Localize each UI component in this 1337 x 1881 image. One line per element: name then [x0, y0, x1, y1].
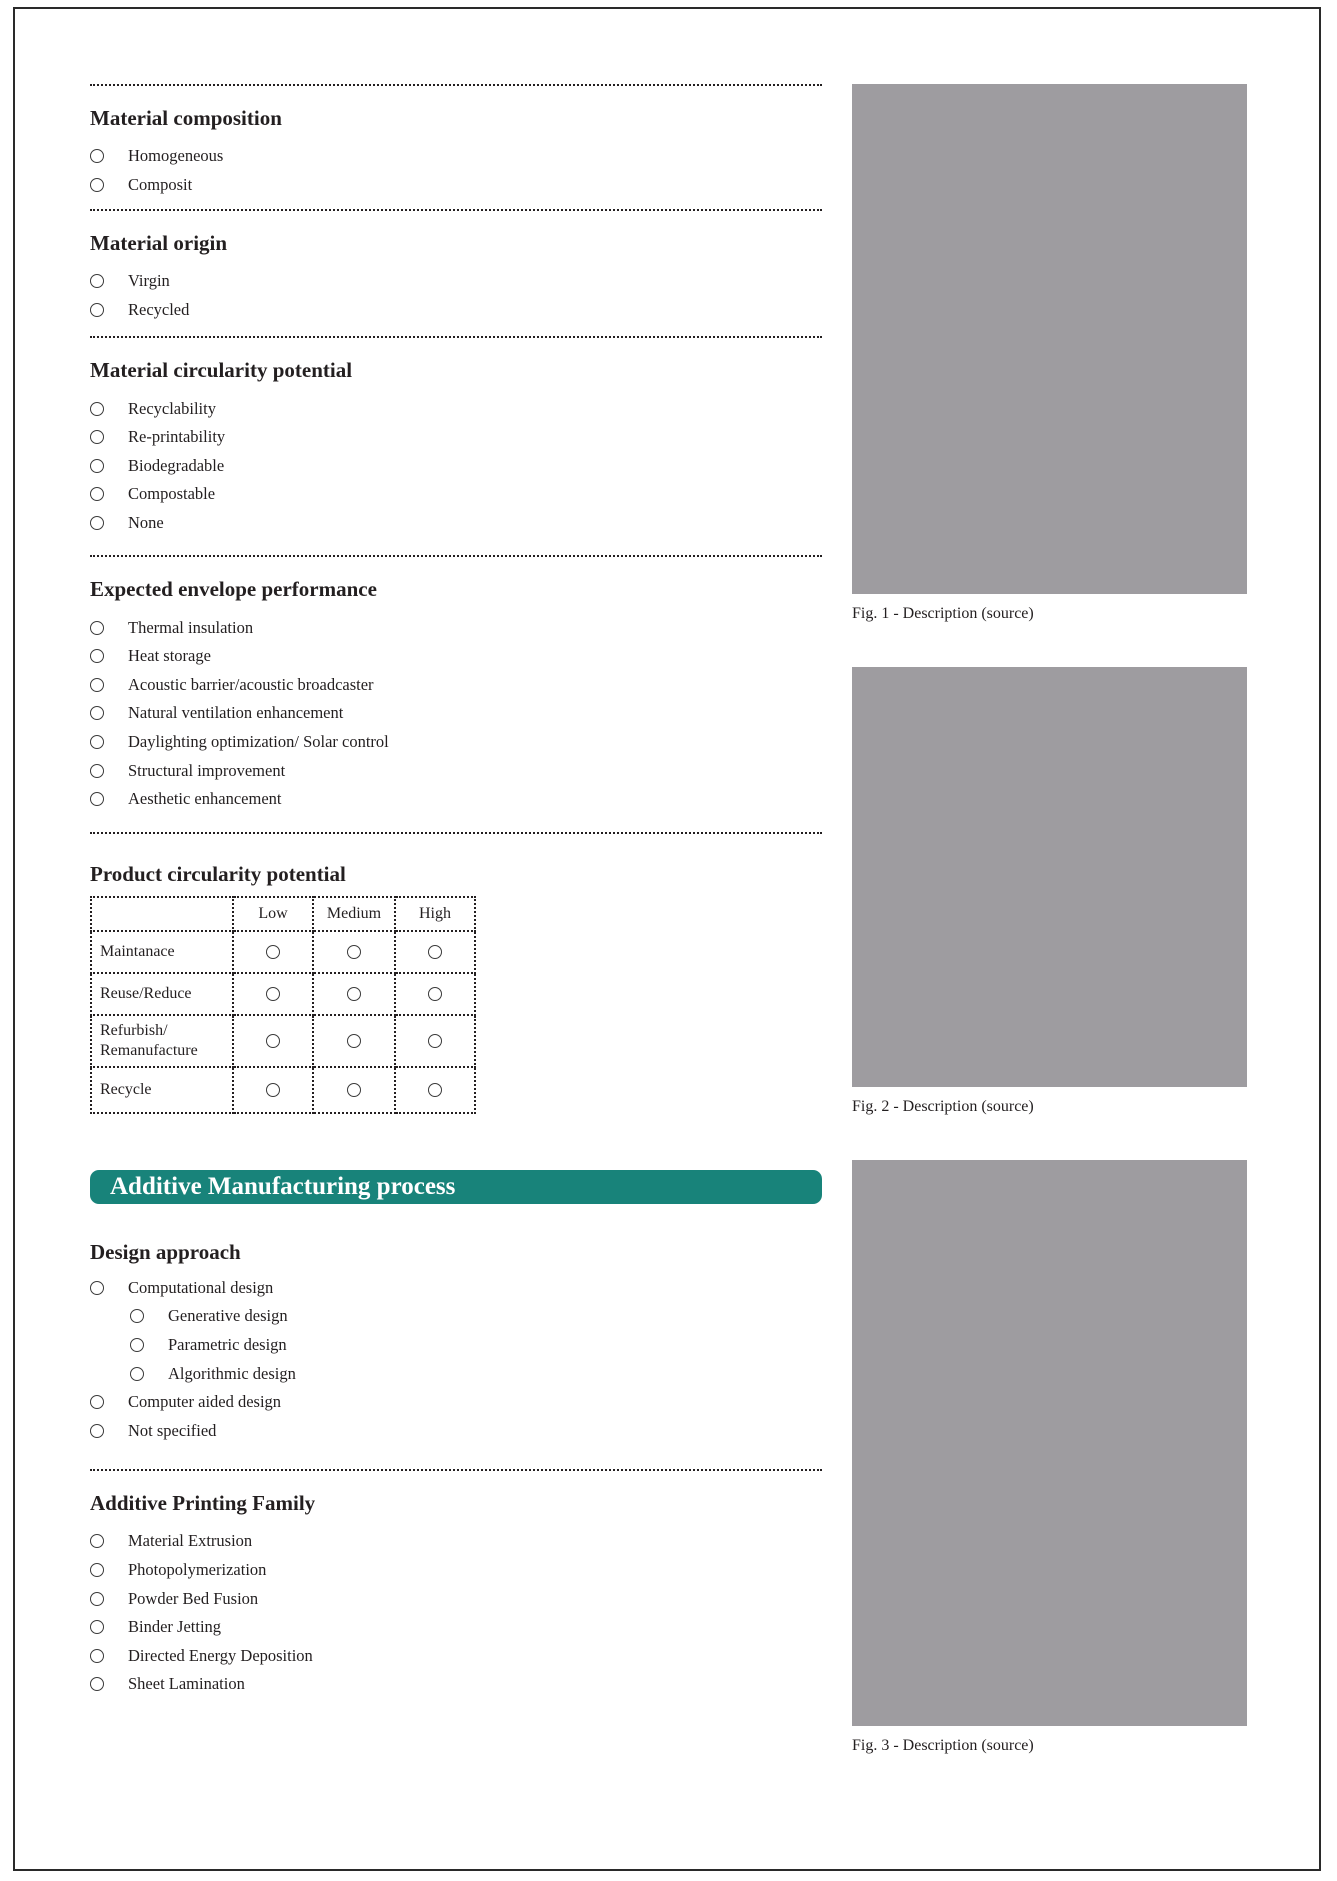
table-header-row — [91, 897, 475, 931]
figure-caption: Fig. 2 - Description (source) — [852, 1098, 1034, 1115]
radio-option[interactable]: Structural improvement — [90, 756, 822, 785]
radio-button[interactable] — [90, 1677, 104, 1691]
section-title-envelope-performance: Expected envelope performance — [90, 577, 377, 602]
radio-button[interactable] — [428, 945, 442, 959]
column-header-high: High — [395, 897, 475, 931]
radio-option[interactable]: Not specified — [90, 1416, 822, 1445]
radio-button[interactable] — [90, 303, 104, 317]
radio-sub-option[interactable]: Generative design — [90, 1302, 822, 1331]
radio-sub-option[interactable]: Algorithmic design — [90, 1359, 822, 1388]
radio-option[interactable]: Computer aided design — [90, 1388, 822, 1417]
radio-button[interactable] — [428, 1083, 442, 1097]
radio-button[interactable] — [90, 459, 104, 473]
radio-button[interactable] — [90, 1281, 104, 1295]
table-row — [91, 1067, 475, 1113]
table-cell — [313, 1067, 395, 1113]
radio-option[interactable]: Sheet Lamination — [90, 1670, 822, 1699]
radio-option[interactable]: Binder Jetting — [90, 1613, 822, 1642]
section-title-material-circularity: Material circularity potential — [90, 358, 353, 383]
section-title-product-circularity: Product circularity potential — [90, 861, 346, 886]
radio-button[interactable] — [90, 430, 104, 444]
radio-option[interactable]: Recyclability — [90, 394, 822, 423]
radio-button[interactable] — [90, 516, 104, 530]
figures-column — [852, 84, 1248, 1755]
radio-button[interactable] — [90, 402, 104, 416]
radio-button[interactable] — [90, 149, 104, 163]
form-column — [90, 84, 822, 1699]
radio-option[interactable]: Material Extrusion — [90, 1527, 822, 1556]
table-cell — [313, 1015, 395, 1067]
material-composition-options — [90, 142, 822, 199]
radio-button[interactable] — [90, 735, 104, 749]
table-corner-cell — [91, 897, 233, 931]
table-cell — [395, 1067, 475, 1113]
radio-option[interactable]: Powder Bed Fusion — [90, 1584, 822, 1613]
radio-button[interactable] — [266, 1083, 280, 1097]
radio-button[interactable] — [90, 678, 104, 692]
table-cell — [395, 973, 475, 1015]
material-origin-options — [90, 267, 822, 324]
radio-option[interactable]: Re-printability — [90, 423, 822, 452]
product-circularity-table — [90, 896, 476, 1114]
radio-button[interactable] — [347, 987, 361, 1001]
table-cell — [395, 1015, 475, 1067]
radio-option[interactable]: Homogeneous — [90, 142, 822, 171]
figure-placeholder — [852, 1160, 1247, 1726]
section-title-material-composition: Material composition — [90, 106, 282, 130]
figure-caption: Fig. 1 - Description (source) — [852, 605, 1034, 622]
radio-button[interactable] — [90, 792, 104, 806]
radio-button[interactable] — [90, 1620, 104, 1634]
material-circularity-options — [90, 394, 822, 537]
radio-option[interactable]: Composit — [90, 171, 822, 200]
radio-button[interactable] — [130, 1309, 144, 1323]
radio-option[interactable]: Aesthetic enhancement — [90, 785, 822, 814]
radio-option[interactable]: Directed Energy Deposition — [90, 1641, 822, 1670]
radio-button[interactable] — [90, 178, 104, 192]
radio-button[interactable] — [90, 1563, 104, 1577]
radio-button[interactable] — [90, 706, 104, 720]
radio-option[interactable]: Virgin — [90, 267, 822, 296]
table-cell — [313, 931, 395, 973]
row-label: Recycle — [91, 1067, 233, 1113]
table-cell — [233, 1067, 313, 1113]
radio-button[interactable] — [90, 274, 104, 288]
section-title-material-origin: Material origin — [90, 231, 228, 256]
radio-option[interactable]: Daylighting optimization/ Solar control — [90, 728, 822, 757]
radio-button[interactable] — [428, 987, 442, 1001]
radio-option[interactable]: None — [90, 509, 822, 538]
table-cell — [233, 973, 313, 1015]
radio-button[interactable] — [90, 1649, 104, 1663]
table-row — [91, 931, 475, 973]
row-label: Reuse/Reduce — [91, 973, 233, 1015]
radio-button[interactable] — [347, 1083, 361, 1097]
radio-option[interactable]: Natural ventilation enhancement — [90, 699, 822, 728]
radio-option[interactable]: Computational design — [90, 1274, 822, 1303]
table-row — [91, 973, 475, 1015]
table-cell — [233, 1015, 313, 1067]
row-label: Maintanace — [91, 931, 233, 973]
radio-button[interactable] — [347, 1034, 361, 1048]
table-cell — [233, 931, 313, 973]
radio-button[interactable] — [266, 945, 280, 959]
column-header-medium: Medium — [313, 897, 395, 931]
radio-option[interactable]: Recycled — [90, 296, 822, 325]
radio-button[interactable] — [428, 1034, 442, 1048]
radio-button[interactable] — [90, 1592, 104, 1606]
printing-family-options — [90, 1527, 822, 1699]
section-title-design-approach: Design approach — [90, 1239, 241, 1264]
radio-button[interactable] — [90, 621, 104, 635]
radio-button[interactable] — [90, 649, 104, 663]
radio-option[interactable]: Compostable — [90, 480, 822, 509]
radio-button[interactable] — [90, 1395, 104, 1409]
design-approach-options — [90, 1274, 822, 1446]
radio-sub-option[interactable]: Parametric design — [90, 1331, 822, 1360]
radio-option[interactable]: Biodegradable — [90, 452, 822, 481]
radio-button[interactable] — [90, 487, 104, 501]
radio-option[interactable]: Heat storage — [90, 642, 822, 671]
radio-button[interactable] — [266, 987, 280, 1001]
figure-caption: Fig. 3 - Description (source) — [852, 1737, 1034, 1754]
table-row — [91, 1015, 475, 1067]
radio-button[interactable] — [90, 1424, 104, 1438]
radio-button[interactable] — [130, 1338, 144, 1352]
figure-placeholder — [852, 667, 1247, 1087]
radio-button[interactable] — [130, 1367, 144, 1381]
radio-button[interactable] — [347, 945, 361, 959]
figure-placeholder — [852, 84, 1247, 594]
radio-button[interactable] — [90, 764, 104, 778]
radio-option[interactable]: Acoustic barrier/acoustic broadcaster — [90, 671, 822, 700]
radio-button[interactable] — [266, 1034, 280, 1048]
table-cell — [395, 931, 475, 973]
envelope-performance-options — [90, 613, 822, 813]
table-cell — [313, 973, 395, 1015]
column-header-low: Low — [233, 897, 313, 931]
radio-option[interactable]: Thermal insulation — [90, 613, 822, 642]
row-label: Refurbish/ Remanufacture — [91, 1015, 233, 1067]
section-banner: Additive Manufacturing process — [90, 1170, 822, 1204]
section-title-printing-family: Additive Printing Family — [90, 1491, 316, 1516]
radio-option[interactable]: Photopolymerization — [90, 1556, 822, 1585]
radio-button[interactable] — [90, 1534, 104, 1548]
